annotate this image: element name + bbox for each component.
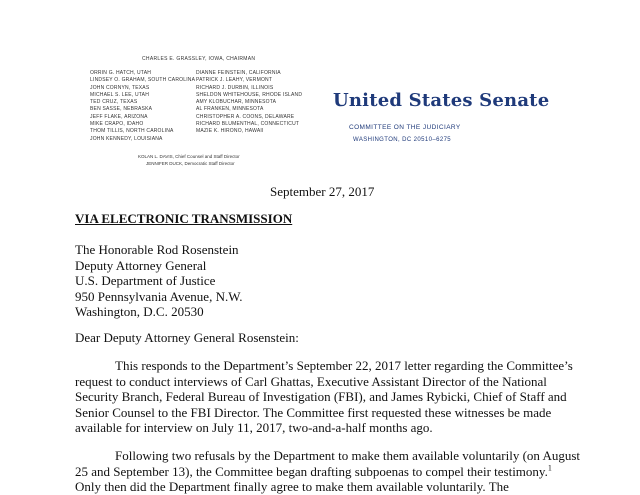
- member-name: JEFF FLAKE, ARIZONA: [90, 113, 148, 120]
- addressee-line: Deputy Attorney General: [75, 257, 207, 273]
- member-name: RICHARD J. DURBIN, ILLINOIS: [196, 84, 274, 91]
- member-name: MIKE CRAPO, IDAHO: [90, 121, 144, 128]
- letterhead: [0, 0, 640, 180]
- member-name: RICHARD BLUMENTHAL, CONNECTICUT: [196, 121, 300, 128]
- member-name: JOHN CORNYN, TEXAS: [90, 84, 150, 91]
- member-name: AMY KLOBUCHAR, MINNESOTA: [196, 99, 277, 106]
- transmission-heading: VIA ELECTRONIC TRANSMISSION: [75, 211, 293, 226]
- minority-members: [196, 70, 302, 136]
- chairman-line: CHARLES E. GRASSLEY, IOWA, CHAIRMAN: [142, 56, 256, 62]
- paragraph-line: 25 and September 13), the Committee began drafting subpoenas to compel their testimony.: [75, 463, 548, 479]
- addressee-line: 950 Pennsylvania Avenue, N.W.: [75, 288, 243, 304]
- member-name: LINDSEY O. GRAHAM, SOUTH CAROLINA: [90, 77, 196, 84]
- senate-title: United States Senate: [333, 90, 550, 111]
- member-name: DIANNE FEINSTEIN, CALIFORNIA: [196, 70, 281, 76]
- addressee-line: The Honorable Rod Rosenstein: [75, 242, 239, 257]
- member-name: PATRICK J. LEAHY, VERMONT: [196, 77, 273, 84]
- paragraph-line-with-footnote: [75, 464, 575, 480]
- member-name: ORRIN G. HATCH, UTAH: [90, 70, 152, 76]
- salutation: Dear Deputy Attorney General Rosenstein:: [75, 330, 299, 345]
- paragraph-line: This responds to the Department’s September 22, 2017 letter regarding the Committee’s: [115, 358, 573, 373]
- addressee-line: U.S. Department of Justice: [75, 273, 216, 288]
- chief-counsel-line: KOLAN L. DAVIS, Chief Counsel and Staff Director: [138, 154, 240, 159]
- paragraph-line: request to conduct interviews of Carl Ghattas, Executive Assistant Director of the National: [75, 373, 547, 389]
- member-name: MICHAEL S. LEE, UTAH: [90, 91, 150, 98]
- member-name: JOHN KENNEDY, LOUISIANA: [90, 135, 163, 142]
- democratic-staff-line: JENNIFER DUCK, Democratic Staff Director: [146, 161, 235, 166]
- member-name: CHRISTOPHER A. COONS, DELAWARE: [196, 113, 295, 120]
- addressee-line: Washington, D.C. 20530: [75, 304, 204, 319]
- letter-date: September 27, 2017: [270, 184, 375, 199]
- committee-address: WASHINGTON, DC 20510–6275: [353, 137, 452, 143]
- paragraph-line: Security Branch, Federal Bureau of Investigation (FBI), and James Rybicki, Chief of Staff and: [75, 389, 567, 405]
- footnote-marker[interactable]: 1: [547, 463, 552, 473]
- member-name: MAZIE K. HIRONO, HAWAII: [196, 128, 264, 135]
- member-name: THOM TILLIS, NORTH CAROLINA: [90, 128, 174, 135]
- member-name: SHELDON WHITEHOUSE, RHODE ISLAND: [196, 91, 303, 98]
- member-name: TED CRUZ, TEXAS: [90, 99, 138, 106]
- paragraph-line: Following two refusals by the Department to make them available voluntarily (on August: [115, 448, 581, 463]
- paragraph-line: Only then did the Department finally agree to make them available voluntarily. The: [75, 479, 509, 495]
- paragraph-line: Senior Counsel to the FBI Director. The Committee first requested these witnesses be made: [75, 404, 552, 420]
- member-name: BEN SASSE, NEBRASKA: [90, 106, 153, 113]
- addressee-block: [75, 242, 243, 320]
- paragraph-line: available for interview on July 11, 2017, two-and-a-half months ago.: [75, 420, 433, 436]
- paragraph-2: [75, 448, 581, 495]
- committee-name: COMMITTEE ON THE JUDICIARY: [349, 124, 461, 131]
- paragraph-1: [75, 358, 575, 436]
- majority-members: [90, 70, 195, 143]
- member-name: AL FRANKEN, MINNESOTA: [196, 106, 264, 113]
